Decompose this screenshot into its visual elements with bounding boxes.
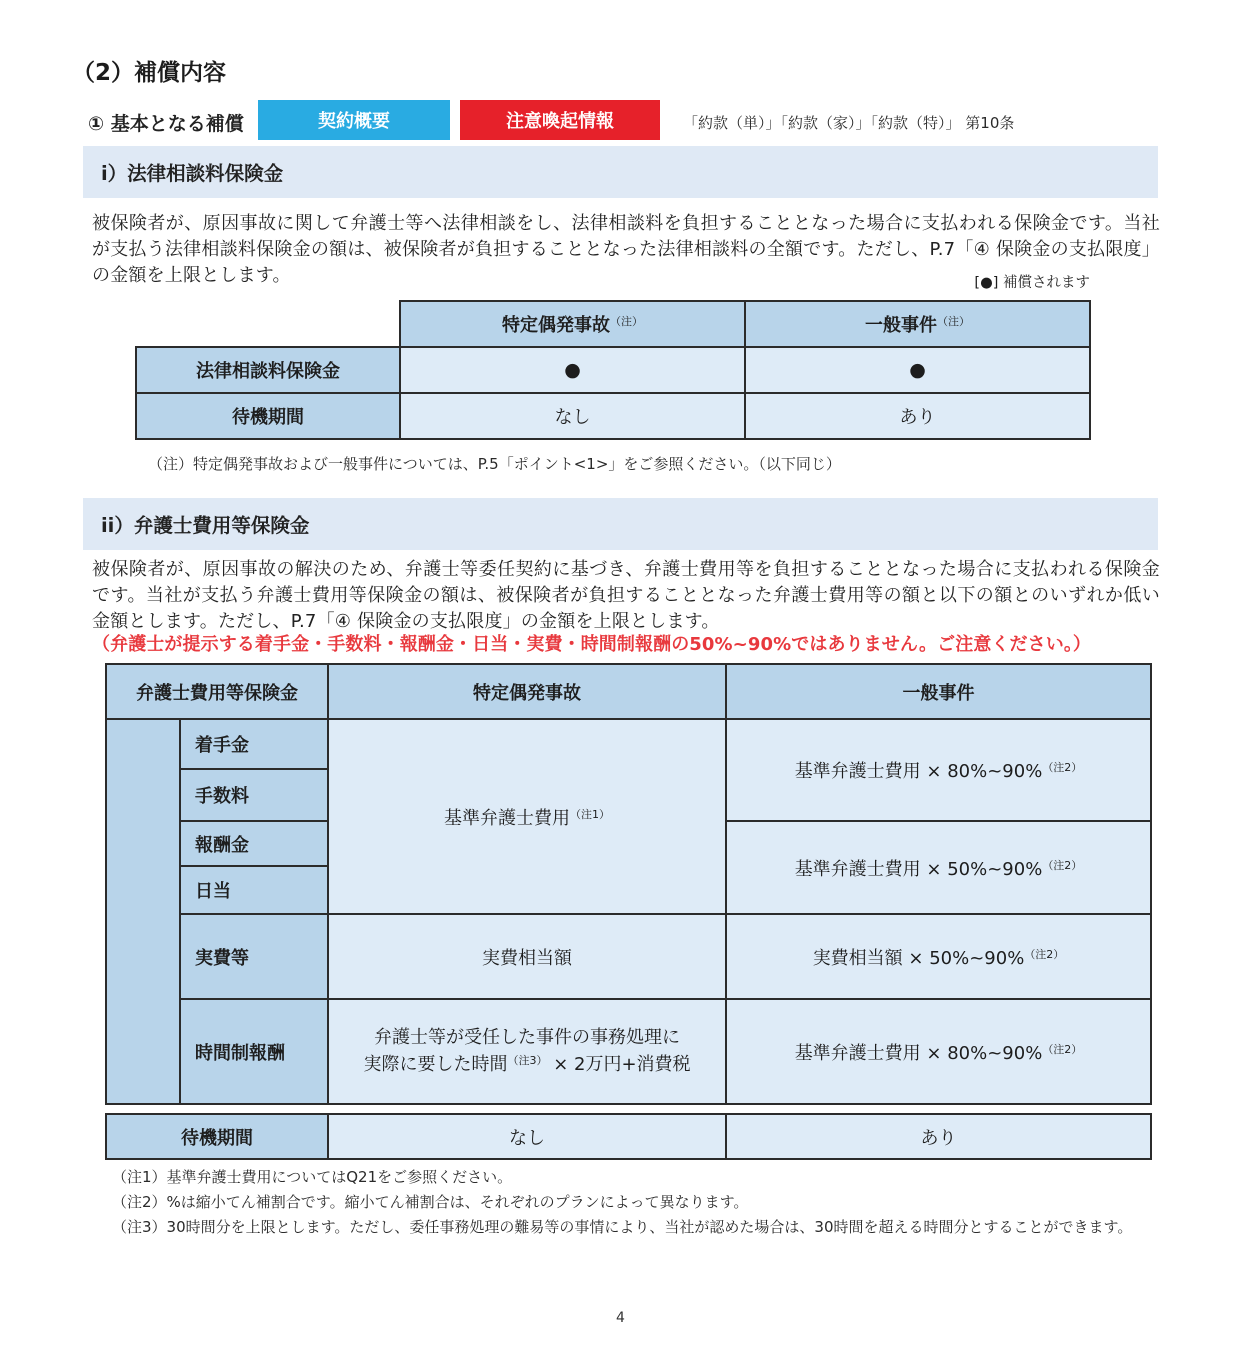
note2-sup: （注2） [1024, 947, 1065, 961]
section-i-heading: i）法律相談料保険金 [101, 162, 284, 185]
cell-covered-general: ● [745, 347, 1090, 393]
table-header-row [136, 301, 1090, 347]
table-row [106, 1114, 1151, 1159]
table-header-row [106, 664, 1151, 719]
column-header-general-case: 一般事件 [726, 664, 1151, 719]
section-ii-header-bar [83, 498, 1158, 550]
page-title: （2）補償内容 [72, 60, 227, 86]
row-group-strip [106, 719, 180, 1104]
cell-text: 実費相当額 × 50%~90% [812, 947, 1025, 969]
note3-sup: （注3） [507, 1053, 548, 1067]
row-label-waiting-period: 待機期間 [106, 1114, 328, 1159]
formula-line1: 弁護士等が受任した事件の事務処理に [374, 1026, 680, 1048]
table-title-cell: 弁護士費用等保険金 [106, 664, 328, 719]
cell-waiting-general: あり [726, 1114, 1151, 1159]
cell-covered-specified: ● [400, 347, 745, 393]
attention-information-badge: 注意喚起情報 [460, 100, 660, 140]
footnote-1: （注1）基準弁護士費用についてはQ21をご参照ください。 [112, 1168, 513, 1186]
cell-actual-cost: 実費相当額 [328, 914, 726, 999]
row-label-handling-fee: 手数料 [180, 769, 328, 821]
coverage-legend: [●] 補償されます [974, 275, 1090, 291]
cell-hourly-formula [328, 999, 726, 1104]
column-header-specified-accident: 特定偶発事故 [328, 664, 726, 719]
column-header-note-sup: （注） [610, 315, 643, 328]
cell-text: 基準弁護士費用 × 80%~90% [794, 761, 1043, 782]
row-label-retainer-fee: 着手金 [180, 719, 328, 769]
cell-text: 基準弁護士費用 × 50%~90% [794, 858, 1043, 880]
contract-overview-badge: 契約概要 [258, 100, 450, 140]
formula-line2-tail: × 2万円+消費税 [547, 1053, 691, 1075]
table-row [136, 393, 1090, 439]
clause-reference: 「約款（単）」「約款（家）」「約款（特）」 第10条 [683, 114, 1015, 132]
column-header-specified-accident [400, 301, 745, 347]
note1-sup: （注1） [570, 807, 610, 821]
cell-waiting-specified: なし [400, 393, 745, 439]
column-header-note-sup: （注） [937, 315, 970, 328]
row-label-legal-consultation: 法律相談料保険金 [136, 347, 400, 393]
table-corner-empty [136, 301, 400, 347]
row-label-actual-expenses: 実費等 [180, 914, 328, 999]
footnotes [112, 1165, 1192, 1240]
footnote-3: （注3）30時間分を上限とします。ただし、委任事務処理の難易等の事情により、当社が認めた場合は、30時間を超える時間分とすることができます。 [112, 1218, 1133, 1236]
section-i-body: 被保険者が、原因事故に関して弁護士等へ法律相談をし、法律相談料を負担することとなった場合に支払われる保険金です。当社が支払う法律相談料保険金の額は、被保険者が負担することとなった法律相談料の全額です。ただし、P.7「④ 保険金の支払限度」の金額を上限とします。 [92, 213, 1160, 286]
cell-waiting-specified: なし [328, 1114, 726, 1159]
footnote-2: （注2）%は縮小てん補割合です。縮小てん補割合は、それぞれのプランによって異なります。 [112, 1193, 749, 1211]
row-label-waiting-period: 待機期間 [136, 393, 400, 439]
section-ii-heading: ii）弁護士費用等保険金 [101, 514, 310, 537]
note2-sup: （注2） [1042, 761, 1083, 774]
note2-sup: （注2） [1042, 858, 1083, 872]
table-row [106, 999, 1151, 1104]
page-number: 4 [616, 1310, 625, 1326]
section-ii-body: 被保険者が、原因事故の解決のため、弁護士等委任契約に基づき、弁護士費用等を負担することとなった場合に支払われる保険金です。当社が支払う弁護士費用等保険金の額は、被保険者が負担することとなった弁護士費用等の額と以下の額とのいずれか低い金額とします。ただし、P.7「④ 保険金の支払限度」の金額を上限とします。 [92, 559, 1160, 632]
table-row [106, 914, 1151, 999]
row-label-daily-allowance: 日当 [180, 866, 328, 914]
lawyer-fee-table [105, 663, 1152, 1105]
column-header-general-case [745, 301, 1090, 347]
legal-consultation-fee-table [135, 300, 1091, 440]
row-label-reward-fee: 報酬金 [180, 821, 328, 866]
formula-line2: 実際に要した時間 [363, 1053, 508, 1075]
column-header-text: 特定偶発事故 [502, 315, 610, 336]
note2-sup: （注2） [1042, 1042, 1083, 1056]
cell-general-50-90 [726, 821, 1151, 914]
cell-hourly-general [726, 999, 1151, 1104]
basic-coverage-label: ① 基本となる補償 [88, 113, 244, 135]
cell-general-80-90 [726, 719, 1151, 821]
column-header-text: 一般事件 [865, 315, 937, 336]
waiting-period-table [105, 1113, 1152, 1160]
row-label-hourly-remuneration: 時間制報酬 [180, 999, 328, 1104]
cell-base-fee [328, 719, 726, 914]
section-i-header-bar [83, 146, 1158, 198]
cell-actual-cost-general [726, 914, 1151, 999]
cell-text: 基準弁護士費用 [444, 807, 570, 829]
cell-text: 基準弁護士費用 × 80%~90% [794, 1042, 1043, 1064]
warning-text: （弁護士が提示する着手金・手数料・報酬金・日当・実費・時間制報酬の50%~90%ではありません。ご注意ください。） [92, 634, 1092, 655]
table-row [136, 347, 1090, 393]
section-i-footnote: （注）特定偶発事故および一般事件については、P.5「ポイント<1>」をご参照ください。（以下同じ） [148, 455, 841, 473]
cell-waiting-general: あり [745, 393, 1090, 439]
table-row [106, 719, 1151, 769]
